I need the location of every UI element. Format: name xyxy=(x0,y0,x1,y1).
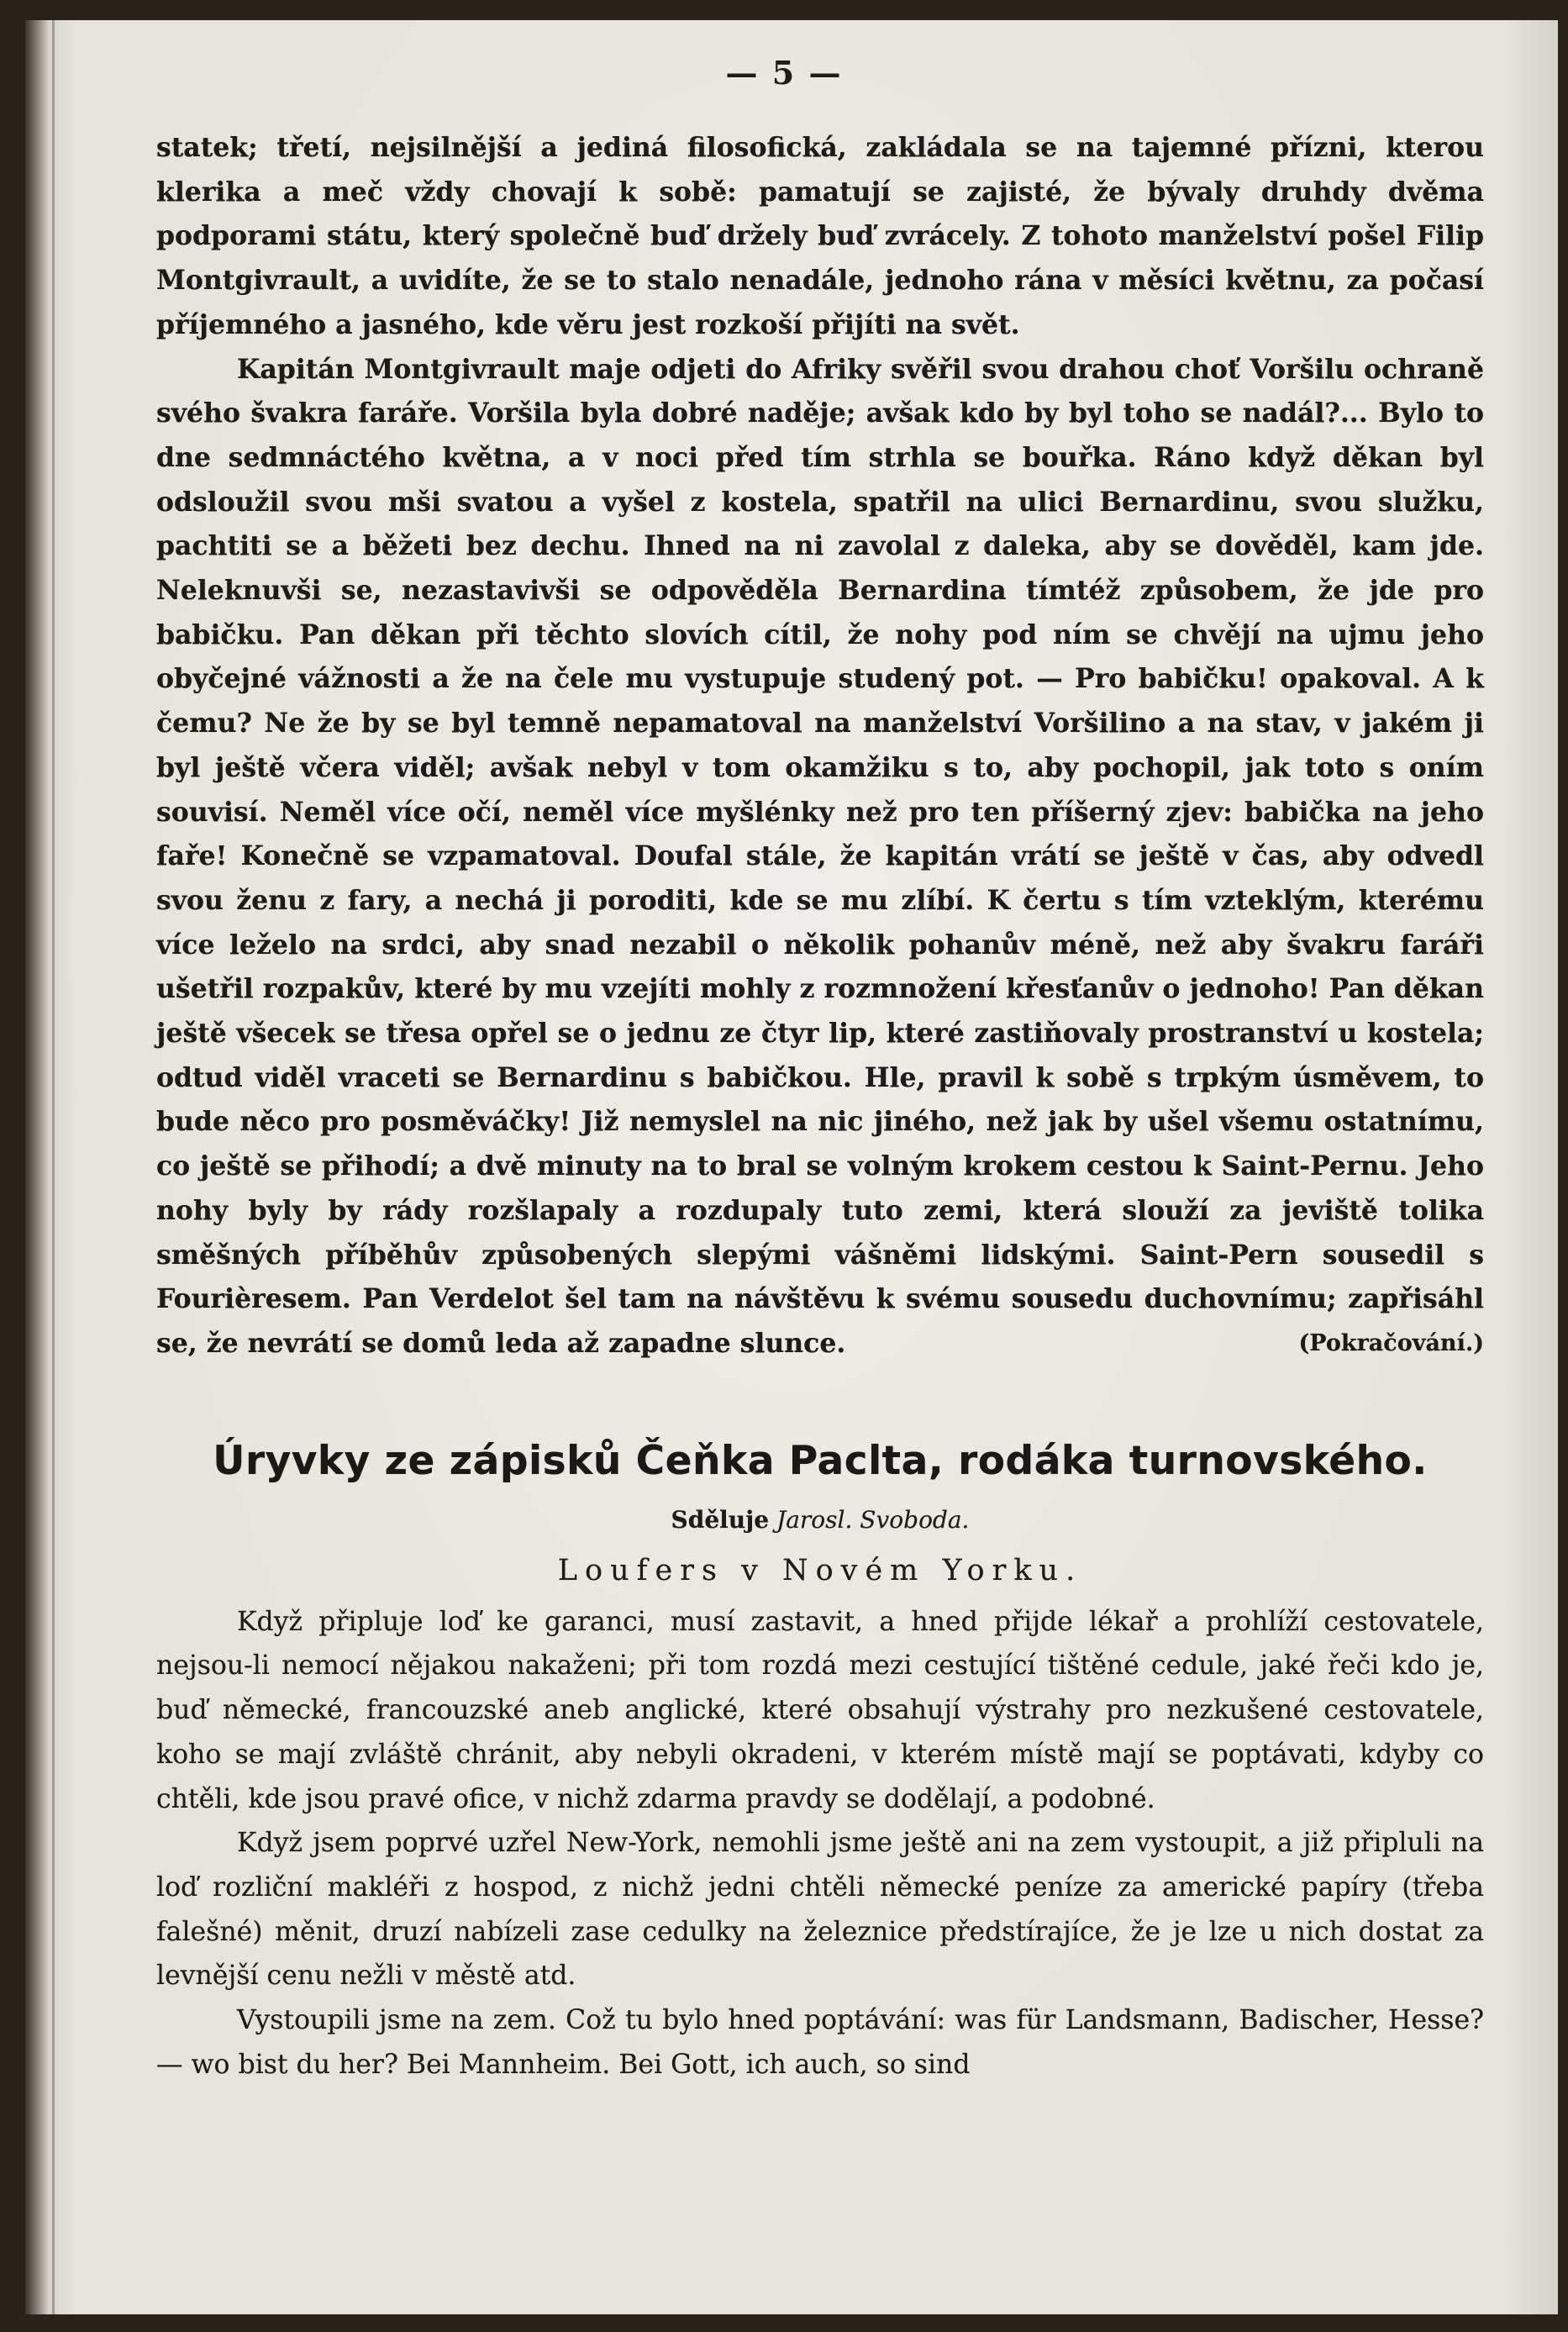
page-number: — 5 — xyxy=(725,54,843,92)
book-binding-edge xyxy=(25,20,49,2314)
continuation-paragraph-2-text: Kapitán Montgivrault maje odjeti do Afriky svěřil svou drahou choť Voršilu ochraně svého švakra faráře. Voršila byla dobré naděje; avšak kdo by byl toho se nadál?... Bylo to dne sedmnáctého května, a v noci před tím strhla se bouřka. Ráno když děkan byl odsloužil svou mši svatou a vyšel z kostela, spatřil na ulici Bernardinu, svou služku, pachtiti se a běžeti bez dechu. Ihned na ni zavolal z daleka, aby se dověděl, kam jde. Neleknuvši se, nezastavivši se odpověděla Bernardina tímtéž způsobem, že jde pro babičku. Pan děkan při těchto slovích cítil, že nohy pod ním se chvějí na ujmu jeho obyčejné vážnosti a že na čele mu vystupuje studený pot. — Pro babičku! opakoval. A k čemu? Ne že by se byl temně nepamatoval na manželství Voršilino a na stav, v jakém ji byl ještě včera viděl; avšak nebyl v tom okamžiku s to, aby pochopil, jak toto s oním souvisí. Neměl více očí, neměl více myšlénky než pro ten příšerný zjev: babička na jeho faře! Konečně se vzpamatoval. Doufal stále, že kapitán vrátí se ještě v čas, aby odvedl svou ženu z fary, a nechá ji poroditi, kde se mu zlíbí. K čertu s tím vzteklým, kterému více leželo na srdci, aby snad nezabil o několik pohanův méně, než aby švakru faráři ušetřil rozpakův, které by mu vzejíti mohly z rozmnožení křesťanův o jednoho! Pan děkan ještě všecek se třesa opřel se o jednu ze čtyr lip, které zastiňovaly prostranství u kostela; odtud viděl vraceti se Bernardinu s babičkou. Hle, pravil k sobě s trpkým úsměvem, to bude něco pro posměváčky! Již nemyslel na nic jiného, než jak by ušel všemu ostatnímu, co ještě se přihodí; a dvě minuty na to bral se volným krokem cestou k Saint-Pernu. Jeho nohy byly by rády rozšlapaly a rozdupaly tuto zemi, která slouží za jeviště tolika směšných příběhův způsobených slepými vášněmi lidskými. Saint-Pern sousedil s Fourièresem. Pan Verdelot šel tam na návštěvu k svému sousedu duchovnímu; zapřisáhl se, že nevrátí se domů leda až zapadne slunce. xyxy=(156,353,1484,1359)
page-body xyxy=(156,126,1484,2087)
continuation-note: (Pokračování.) xyxy=(1298,1329,1484,1356)
page-crease xyxy=(52,20,55,2314)
article-paragraph-2: Když jsem poprvé uzřel New-York, nemohli jsme ještě ani na zem vystoupit, a již připluli na loď rozliční makléři z hospod, z nichž jedni chtěli německé peníze za americké papíry (třeba falešné) měnit, druzí nabízeli zase cedulky na železnice předstírajíce, že je lze u nich dostat za levnější cenu nežli v městě atd. xyxy=(156,1828,1484,1992)
continuation-paragraph-2 xyxy=(156,348,1484,1366)
article-paragraph-1: Když připluje loď ke garanci, musí zastavit, a hned přijde lékař a prohlíží cestovatele, nejsou-li nemocí nějakou nakaženi; při tom rozdá mezi cestující tištěné cedule, jaké řeči kdo je, buď německé, francouzské aneb anglické, které obsahují výstrahy pro nezkušené cestovatele, koho se mají zvláště chránit, aby nebyli okradeni, v kterém místě mají se poptávati, kdyby co chtěli, kde jsou pravé ofice, v nichž zdarma pravdy se dodělají, a podobné. xyxy=(156,1606,1484,1814)
continuation-paragraph-1: statek; třetí, nejsilnější a jediná filosofická, zakládala se na tajemné přízni, kterou klerika a meč vždy chovají k sobě: pamatují se zajisté, že bývaly druhdy dvěma podporami státu, který společně buď držely buď zvrácely. Z tohoto manželství pošel Filip Montgivrault, a uvidíte, že se to stalo nenadále, jednoho rána v měsíci květnu, za počasí příjemného a jasného, kde věru jest rozkoší přijíti na svět. xyxy=(156,132,1484,340)
byline xyxy=(156,1499,1484,1541)
article-title: Úryvky ze zápisků Čeňka Paclta, rodáka turnovského. xyxy=(213,1437,1428,1484)
section-title: Loufers v Novém Yorku. xyxy=(557,1553,1083,1587)
byline-lead: Sděluje xyxy=(671,1505,770,1534)
byline-author: Jarosl. Svoboda. xyxy=(776,1505,970,1534)
article-paragraph-3: Vystoupili jsme na zem. Což tu bylo hned poptávání: was für Landsmann, Badischer, Hesse? — wo bist du her? Bei Mannheim. Bei Gott, ich auch, so sind xyxy=(156,2005,1484,2080)
